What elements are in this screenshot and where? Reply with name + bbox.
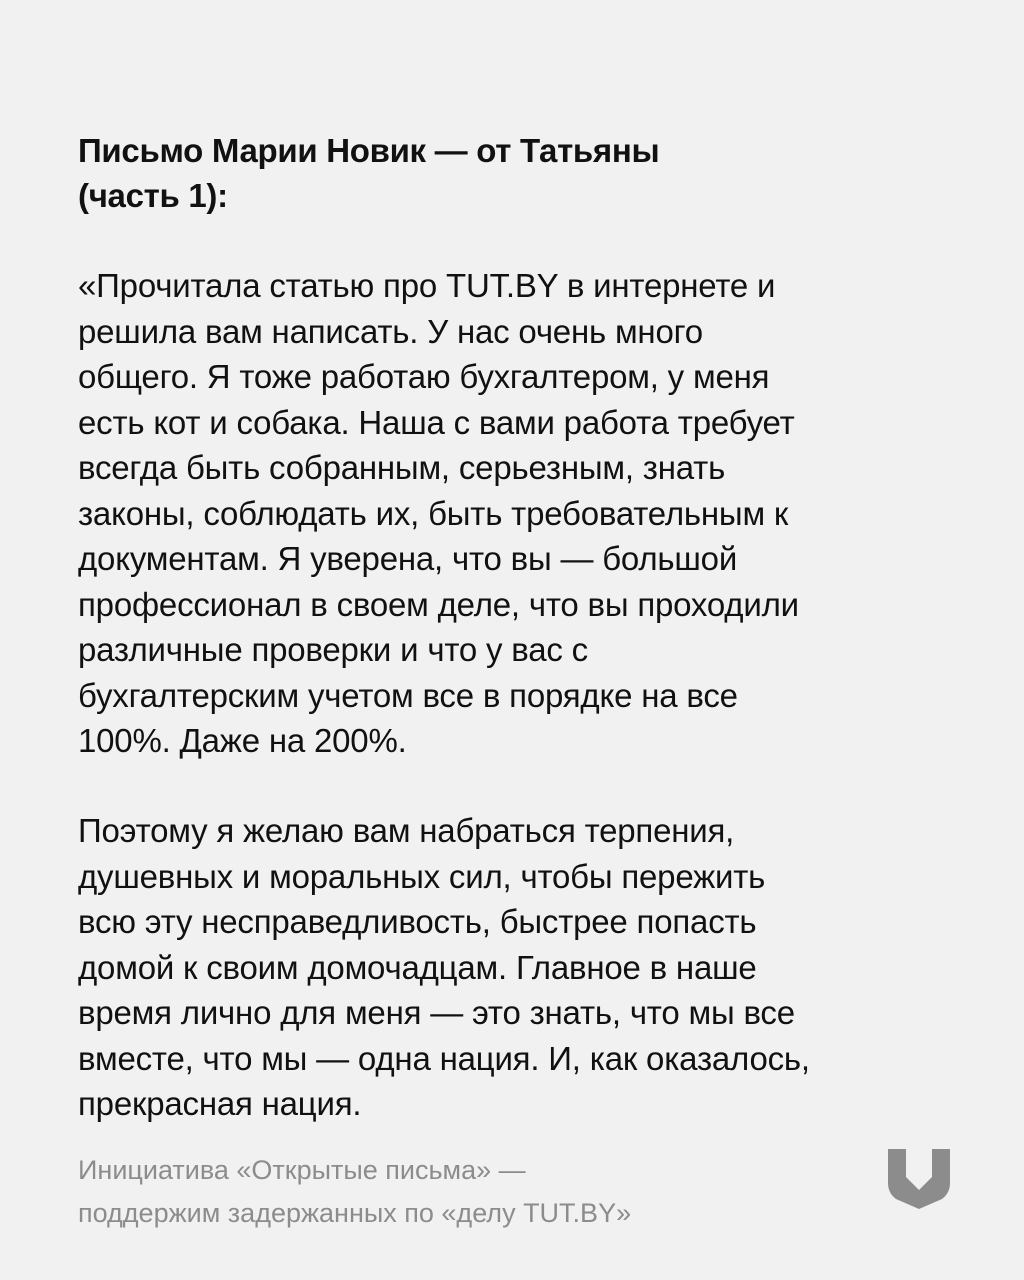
paragraph-line: всю эту несправедливость, быстрее попасть	[78, 903, 757, 940]
paragraph-line: душевных и моральных сил, чтобы пережить	[78, 857, 766, 895]
paragraph-line: бухгалтерским учетом все в порядке на все	[78, 676, 738, 714]
paragraph-line: Поэтому я желаю вам набраться терпения,	[78, 812, 735, 849]
paragraph-line: профессионал в своем деле, что вы проходили	[78, 585, 799, 623]
letter-title	[78, 128, 958, 218]
title-line-2: (часть 1):	[78, 177, 228, 214]
paragraph-line: прекрасная нация.	[78, 1085, 362, 1122]
initiative-footer	[78, 1149, 838, 1235]
paragraph-line: решила вам написать. У нас очень много	[78, 312, 703, 350]
letter-paragraph-1	[78, 263, 958, 764]
letter-paragraph-2	[78, 808, 958, 1127]
paragraph-line: различные проверки и что у вас с	[78, 631, 588, 668]
paragraph-line: вместе, что мы — одна нация. И, как оказалось,	[78, 1039, 810, 1077]
paragraph-line: 100%. Даже на 200%.	[78, 722, 407, 759]
title-line-1: Письмо Марии Новик — от Татьяны	[78, 132, 660, 169]
paragraph-line: всегда быть собранным, серьезным, знать	[78, 449, 726, 486]
shield-chevron-logo-icon	[888, 1149, 950, 1209]
footer-line-1: Инициатива «Открытые письма» —	[78, 1155, 526, 1185]
paragraph-line: общего. Я тоже работаю бухгалтером, у меня	[78, 358, 770, 395]
paragraph-line: законы, соблюдать их, быть требовательным к	[78, 494, 789, 532]
footer-line-2: поддержим задержанных по «делу TUT.BY»	[78, 1198, 632, 1228]
paragraph-line: время лично для меня — это знать, что мы все	[78, 994, 795, 1031]
paragraph-line: «Прочитала статью про TUT.BY в интернете и	[78, 267, 776, 304]
paragraph-line: есть кот и собака. Наша с вами работа требует	[78, 403, 795, 441]
paragraph-line: документам. Я уверена, что вы — большой	[78, 540, 738, 577]
paragraph-line: домой к своим домочадцам. Главное в наше	[78, 948, 757, 986]
logo-shape	[888, 1149, 950, 1209]
